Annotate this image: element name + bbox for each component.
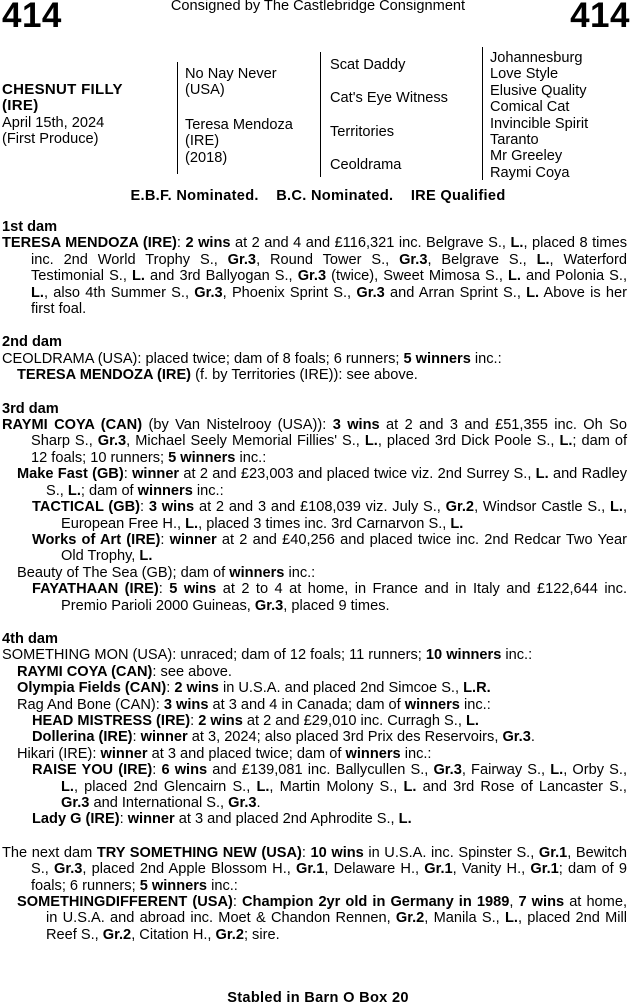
dam-country: (IRE) (185, 133, 220, 150)
horse-name-line1: CHESNUT FILLY (2, 81, 123, 98)
pedigree-ancestor: Raymi Coya (490, 164, 570, 181)
dam-paragraph: CEOLDRAMA (USA): placed twice; dam of 8 foals; 6 runners; 5 winners inc.: (2, 350, 502, 367)
pedigree-ancestor: Invincible Spirit (490, 115, 589, 132)
section-heading-1st-dam: 1st dam (2, 219, 58, 235)
pedigree-ancestor: Comical Cat (490, 99, 570, 116)
pedigree-grandparent: Scat Daddy (330, 57, 406, 73)
produce-entry: Olympia Fields (CAN): 2 wins in U.S.A. and placed 2nd Simcoe S., L.R. (17, 680, 491, 697)
qualifications-line: E.B.F. Nominated. B.C. Nominated. IRE Qualified (130, 188, 506, 204)
dam-paragraph: SOMETHING MON (USA): unraced; dam of 12 foals; 11 runners; 10 winners inc.: (2, 647, 533, 664)
produce-entry: Lady G (IRE): winner at 3 and placed 2nd Aphrodite S., L. (32, 811, 412, 828)
pedigree-ancestor: Mr Greeley (490, 148, 563, 165)
section-heading-4th-dam: 4th dam (2, 630, 58, 647)
stabling-footer: Stabled in Barn O Box 20 (227, 990, 409, 1006)
next-dam-paragraph: The next dam TRY SOMETHING NEW (USA): 10 wins in U.S.A. inc. Spinster S., Gr.1, Bewitch S., Gr.3, placed 2nd Apple Blossom H., Gr.1, Delaware H., Gr.1, Vanity H., Gr.1; dam of 9 foals; 6 runners; 5 winners inc.: (2, 844, 627, 894)
produce-note: (First Produce) (2, 131, 99, 148)
produce-entry: Hikari (IRE): winner at 3 and placed twice; dam of winners inc.: (17, 745, 432, 762)
horse-description (2, 82, 172, 148)
produce-entry: Make Fast (GB): winner at 2 and £23,003 and placed twice viz. 2nd Surrey S., L. and Radley S., L.; dam of winners inc.: (17, 466, 628, 499)
lot-number-right: 414 (570, 0, 630, 35)
produce-entry: Rag And Bone (CAN): 3 wins at 3 and 4 in Canada; dam of winners inc.: (17, 696, 491, 713)
sire-name: No Nay Never (185, 66, 277, 82)
pedigree-sire (185, 66, 277, 99)
pedigree-divider-2 (320, 52, 321, 177)
pedigree-ancestor: Love Style (490, 66, 559, 83)
foaling-date: April 15th, 2024 (2, 114, 105, 131)
dam-name: Teresa Mendoza (185, 117, 293, 133)
lot-number-left: 414 (2, 0, 62, 35)
produce-entry: FAYATHAAN (IRE): 5 wins at 2 to 4 at home, in France and in Italy and £122,644 inc. Premio Parioli 2000 Guineas, Gr.3, placed 9 times. (32, 581, 628, 614)
section-heading-3rd-dam: 3rd dam (2, 400, 59, 417)
pedigree-ancestor: Taranto (490, 132, 539, 149)
sire-country: (USA) (185, 82, 225, 99)
pedigree-grandparent: Cat's Eye Witness (330, 90, 448, 106)
produce-entry: RAISE YOU (IRE): 6 wins and £139,081 inc. Ballycullen S., Gr.3, Fairway S., L., Orby S., L., placed 2nd Glencairn S., L., Martin Molony S., L. and 3rd Rose of Lancaster S., Gr.3 and International S., Gr.3. (32, 762, 627, 811)
produce-entry: Works of Art (IRE): winner at 2 and £40,256 and placed twice inc. 2nd Redcar Two Year Old Trophy, L. (32, 531, 628, 565)
pedigree-ancestor: Johannesburg (490, 50, 583, 66)
produce-entry: Beauty of The Sea (GB); dam of winners inc.: (17, 564, 316, 581)
dam-paragraph: RAYMI COYA (CAN) (by Van Nistelrooy (USA)): 3 wins at 2 and 3 and £51,355 inc. Oh So Sharp S., Gr.3, Michael Seely Memorial Fillies' S., L., placed 3rd Dick Poole S., L.; dam of 12 foals; 10 runners; 5 winners inc.: (2, 417, 628, 466)
catalogue-body (2, 219, 627, 943)
pedigree-divider-3 (482, 47, 483, 180)
produce-entry: Dollerina (IRE): winner at 3, 2024; also placed 3rd Prix des Reservoirs, Gr.3. (32, 729, 535, 746)
section-heading-2nd-dam: 2nd dam (2, 334, 63, 351)
consignor-line: Consigned by The Castlebridge Consignment (170, 0, 466, 14)
dam-paragraph: TERESA MENDOZA (IRE): 2 wins at 2 and 4 and £116,321 inc. Belgrave S., L., placed 8 times inc. 2nd World Trophy S., Gr.3, Round Tower S., Gr.3, Belgrave S., L., Waterford Testimonial S., L. and 3rd Ballyogan S., Gr.3 (twice), Sweet Mimosa S., L. and Polonia S., L., also 4th Summer S., Gr.3, Phoenix Sprint S., Gr.3 and Arran Sprint S., L. Above is her first foal. (2, 235, 627, 318)
pedigree-grandparent: Ceoldrama (330, 157, 402, 173)
pedigree-great-grandparents (490, 50, 588, 181)
produce-entry: SOMETHINGDIFFERENT (USA): Champion 2yr old in Germany in 1989, 7 wins at home, in U.S.A. and abroad inc. Moet & Chandon Rennen, Gr.2, Manila S., L., placed 2nd Mill Reef S., Gr.2, Citation H., Gr.2; sire. (17, 894, 628, 943)
produce-entry: RAYMI COYA (CAN): see above. (17, 663, 232, 680)
produce-entry: TACTICAL (GB): 3 wins at 2 and 3 and £108,039 viz. July S., Gr.2, Windsor Castle S., L., European Free H., L., placed 3 times inc. 3rd Carnarvon S., L. (32, 499, 628, 532)
pedigree-grandparent: Territories (330, 124, 395, 140)
produce-entry: TERESA MENDOZA (IRE) (f. by Territories (IRE)): see above. (17, 367, 418, 384)
produce-entry: HEAD MISTRESS (IRE): 2 wins at 2 and £29,010 inc. Curragh S., L. (32, 712, 479, 729)
pedigree-divider-1 (177, 62, 178, 174)
pedigree-ancestor: Elusive Quality (490, 82, 587, 99)
horse-name-line2: (IRE) (2, 97, 39, 115)
pedigree-dam (185, 117, 293, 166)
dam-year: (2018) (185, 149, 228, 166)
